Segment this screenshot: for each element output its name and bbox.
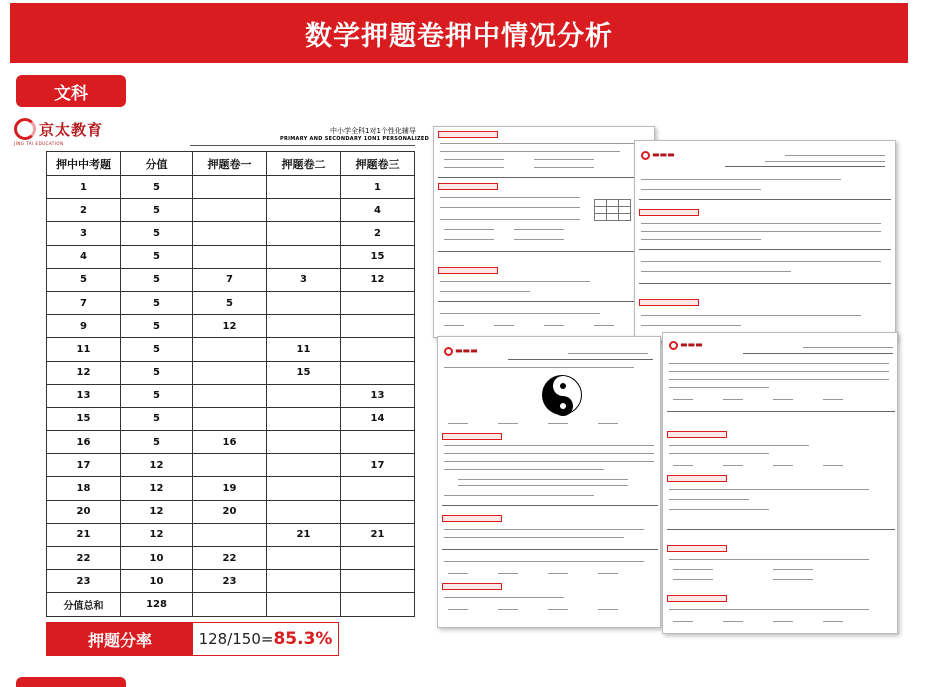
paper-logo: ▬▬▬ bbox=[669, 339, 703, 350]
logo-sub: JING TAI EDUCATION bbox=[14, 141, 64, 146]
paper-section-tag bbox=[442, 583, 502, 590]
score-table bbox=[46, 151, 415, 617]
page-title: 数学押题卷押中情况分析 bbox=[305, 20, 613, 52]
paper-thumbnail bbox=[662, 332, 898, 634]
table-row bbox=[47, 338, 415, 361]
table-cell bbox=[341, 315, 415, 338]
table-cell: 12 bbox=[193, 315, 267, 338]
table-row bbox=[47, 500, 415, 523]
table-cell bbox=[193, 454, 267, 477]
table-cell: 21 bbox=[47, 523, 121, 546]
table-cell bbox=[193, 245, 267, 268]
table-cell: 分值总和 bbox=[47, 593, 121, 616]
table-cell bbox=[341, 338, 415, 361]
brand-logo bbox=[14, 118, 103, 140]
table-cell bbox=[193, 222, 267, 245]
table-cell: 18 bbox=[47, 477, 121, 500]
table-cell: 20 bbox=[47, 500, 121, 523]
paper-thumbnail bbox=[437, 336, 661, 628]
table-cell: 5 bbox=[121, 361, 193, 384]
table-row bbox=[47, 222, 415, 245]
table-cell bbox=[267, 315, 341, 338]
table-cell: 10 bbox=[121, 570, 193, 593]
table-cell bbox=[267, 477, 341, 500]
table-cell: 23 bbox=[47, 570, 121, 593]
table-cell bbox=[267, 500, 341, 523]
table-cell bbox=[193, 361, 267, 384]
paper-section-tag bbox=[438, 267, 498, 274]
table-cell: 21 bbox=[267, 523, 341, 546]
table-row bbox=[47, 315, 415, 338]
table-cell bbox=[341, 431, 415, 454]
table-cell: 5 bbox=[121, 176, 193, 199]
section-label-wenke bbox=[16, 75, 126, 107]
table-cell: 5 bbox=[121, 222, 193, 245]
col-header: 押题卷二 bbox=[267, 152, 341, 176]
table-row bbox=[47, 454, 415, 477]
table-cell: 1 bbox=[47, 176, 121, 199]
paper-logo: ▬▬▬ bbox=[444, 345, 478, 356]
table-cell: 7 bbox=[47, 291, 121, 314]
table-cell: 23 bbox=[193, 570, 267, 593]
table-cell bbox=[267, 291, 341, 314]
logo-text: 京太教育 bbox=[39, 120, 104, 139]
col-header: 押题卷一 bbox=[193, 152, 267, 176]
table-cell: 15 bbox=[341, 245, 415, 268]
table-cell bbox=[267, 222, 341, 245]
table-cell: 12 bbox=[121, 477, 193, 500]
table-cell: 12 bbox=[121, 523, 193, 546]
col-header: 押题卷三 bbox=[341, 152, 415, 176]
rate-box bbox=[46, 622, 339, 656]
table-cell: 15 bbox=[267, 361, 341, 384]
table-cell: 15 bbox=[47, 407, 121, 430]
table-cell bbox=[267, 407, 341, 430]
table-cell: 14 bbox=[341, 407, 415, 430]
table-cell: 11 bbox=[47, 338, 121, 361]
rate-label: 押题分率 bbox=[47, 623, 193, 655]
table-cell: 22 bbox=[193, 547, 267, 570]
paper-section-tag bbox=[442, 433, 502, 440]
table-row bbox=[47, 523, 415, 546]
page-title-banner bbox=[10, 3, 908, 63]
table-cell: 19 bbox=[193, 477, 267, 500]
table-cell: 10 bbox=[121, 547, 193, 570]
table-cell bbox=[341, 570, 415, 593]
table-cell: 12 bbox=[47, 361, 121, 384]
paper-section-tag bbox=[639, 209, 699, 216]
rate-percent: 85.3% bbox=[273, 629, 333, 649]
table-row bbox=[47, 570, 415, 593]
table-cell: 1 bbox=[341, 176, 415, 199]
table-row bbox=[47, 384, 415, 407]
paper-section-tag bbox=[442, 515, 502, 522]
table-cell bbox=[193, 523, 267, 546]
table-cell: 5 bbox=[121, 291, 193, 314]
paper-section-tag bbox=[438, 131, 498, 138]
table-cell bbox=[193, 407, 267, 430]
table-cell: 5 bbox=[121, 315, 193, 338]
table-cell: 20 bbox=[193, 500, 267, 523]
table-cell: 3 bbox=[47, 222, 121, 245]
table-cell bbox=[267, 384, 341, 407]
table-cell: 16 bbox=[193, 431, 267, 454]
table-cell bbox=[341, 477, 415, 500]
paper-logo: ▬▬▬ bbox=[641, 149, 675, 160]
table-cell bbox=[193, 384, 267, 407]
paper-section-tag bbox=[438, 183, 498, 190]
table-cell bbox=[193, 338, 267, 361]
section-label-next bbox=[16, 677, 126, 687]
table-cell: 5 bbox=[121, 199, 193, 222]
table-cell: 5 bbox=[121, 245, 193, 268]
paper-section-tag bbox=[667, 545, 727, 552]
table-cell: 5 bbox=[47, 268, 121, 291]
table-row bbox=[47, 431, 415, 454]
table-row bbox=[47, 361, 415, 384]
table-cell: 12 bbox=[121, 454, 193, 477]
table-header-row bbox=[47, 152, 415, 176]
table-cell bbox=[341, 361, 415, 384]
table-cell: 5 bbox=[121, 268, 193, 291]
table-cell: 22 bbox=[47, 547, 121, 570]
table-cell bbox=[193, 176, 267, 199]
table-cell: 5 bbox=[121, 338, 193, 361]
paper-section-tag bbox=[639, 299, 699, 306]
table-cell: 3 bbox=[267, 268, 341, 291]
doc-header-en: PRIMARY AND SECONDARY 1ON1 PERSONALIZED bbox=[280, 136, 430, 142]
table-cell: 4 bbox=[341, 199, 415, 222]
table-cell bbox=[267, 547, 341, 570]
table-cell: 5 bbox=[121, 431, 193, 454]
table-cell: 9 bbox=[47, 315, 121, 338]
table-cell bbox=[267, 245, 341, 268]
table-cell: 21 bbox=[341, 523, 415, 546]
table-cell: 7 bbox=[193, 268, 267, 291]
table-cell: 13 bbox=[47, 384, 121, 407]
rate-value bbox=[193, 623, 338, 655]
table-cell bbox=[341, 500, 415, 523]
table-row bbox=[47, 547, 415, 570]
table-cell: 4 bbox=[47, 245, 121, 268]
table-cell bbox=[193, 593, 267, 616]
doc-header-cn: 中小学全科1对1个性化辅导 bbox=[330, 127, 416, 135]
table-row bbox=[47, 593, 415, 616]
table-cell: 16 bbox=[47, 431, 121, 454]
table-cell: 11 bbox=[267, 338, 341, 361]
table-cell: 17 bbox=[47, 454, 121, 477]
col-header: 分值 bbox=[121, 152, 193, 176]
paper-thumbnail bbox=[634, 140, 896, 342]
paper-section-tag bbox=[667, 475, 727, 482]
table-cell: 12 bbox=[341, 268, 415, 291]
table-cell: 5 bbox=[121, 384, 193, 407]
table-cell: 5 bbox=[193, 291, 267, 314]
table-cell: 5 bbox=[121, 407, 193, 430]
paper-thumbnail bbox=[433, 126, 655, 338]
paper-section-tag bbox=[667, 431, 727, 438]
table-cell: 17 bbox=[341, 454, 415, 477]
rate-fraction: 128/150= bbox=[198, 630, 274, 648]
table-cell bbox=[267, 199, 341, 222]
col-header: 押中中考题 bbox=[47, 152, 121, 176]
logo-ring-icon bbox=[14, 118, 36, 140]
table-row bbox=[47, 245, 415, 268]
table-cell: 12 bbox=[121, 500, 193, 523]
paper-mini-table bbox=[594, 199, 631, 221]
table-row bbox=[47, 268, 415, 291]
table-cell bbox=[341, 547, 415, 570]
table-cell bbox=[267, 431, 341, 454]
table-cell bbox=[267, 454, 341, 477]
table-cell bbox=[341, 291, 415, 314]
table-row bbox=[47, 176, 415, 199]
yin-yang-icon bbox=[542, 375, 582, 415]
table-row bbox=[47, 199, 415, 222]
table-row bbox=[47, 291, 415, 314]
header-divider bbox=[190, 145, 415, 146]
table-cell bbox=[267, 176, 341, 199]
table-cell: 13 bbox=[341, 384, 415, 407]
paper-section-tag bbox=[667, 595, 727, 602]
table-cell: 2 bbox=[341, 222, 415, 245]
table-cell bbox=[267, 593, 341, 616]
table-row bbox=[47, 477, 415, 500]
table-cell: 2 bbox=[47, 199, 121, 222]
table-row bbox=[47, 407, 415, 430]
table-cell bbox=[267, 570, 341, 593]
table-cell bbox=[341, 593, 415, 616]
section-label-text: 文科 bbox=[54, 83, 88, 104]
table-cell: 128 bbox=[121, 593, 193, 616]
table-cell bbox=[193, 199, 267, 222]
